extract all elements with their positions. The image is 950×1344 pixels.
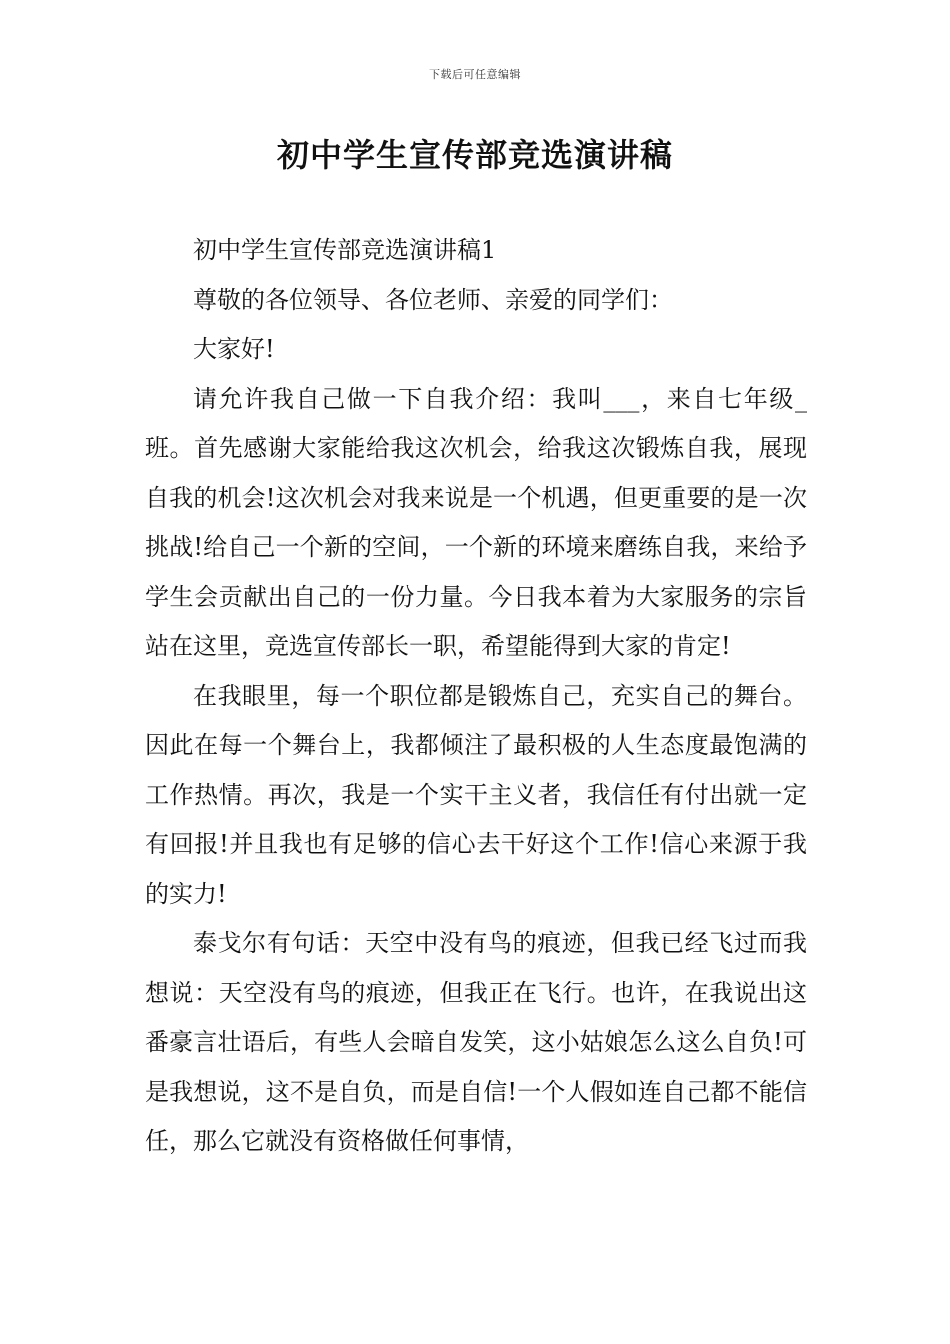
paragraph-introduction: 请允许我自己做一下自我介绍：我叫___，来自七年级_班。首先感谢大家能给我这次机会，给我这次锻炼自我，展现自我的机会!这次机会对我来说是一个机遇，但更重要的是一次挑战!给自己一个新的空间，一个新的环境来磨练自我，来给予学生会贡献出自己的一份力量。今日我本着为大家服务的宗旨站在这里，竞选宣传部长一职，希望能得到大家的肯定! bbox=[145, 384, 807, 660]
paragraph-subtitle: 初中学生宣传部竞选演讲稿1 bbox=[193, 236, 497, 264]
paragraph-tagore: 泰戈尔有句话：天空中没有鸟的痕迹，但我已经飞过而我想说：天空没有鸟的痕迹，但我正在飞行。也许，在我说出这番豪言壮语后，有些人会暗自发笑，这小姑娘怎么这么自负!可是我想说，这不是自负，而是自信!一个人假如连自己都不能信任，那么它就没有资格做任何事情， bbox=[145, 929, 807, 1155]
paragraph-stage: 在我眼里，每一个职位都是锻炼自己，充实自己的舞台。因此在每一个舞台上，我都倾注了最积极的人生态度最饱满的工作热情。再次，我是一个实干主义者，我信任有付出就一定有回报!并且我也有足够的信心去干好这个工作!信心来源于我的实力! bbox=[145, 681, 807, 908]
document-title: 初中学生宣传部竞选演讲稿 bbox=[276, 136, 673, 174]
document-body bbox=[145, 226, 807, 1167]
paragraph-salutation: 尊敬的各位领导、各位老师、亲爱的同学们： bbox=[193, 285, 673, 314]
header-note: 下载后可任意编辑 bbox=[429, 68, 521, 81]
paragraph-greeting: 大家好! bbox=[193, 335, 275, 363]
